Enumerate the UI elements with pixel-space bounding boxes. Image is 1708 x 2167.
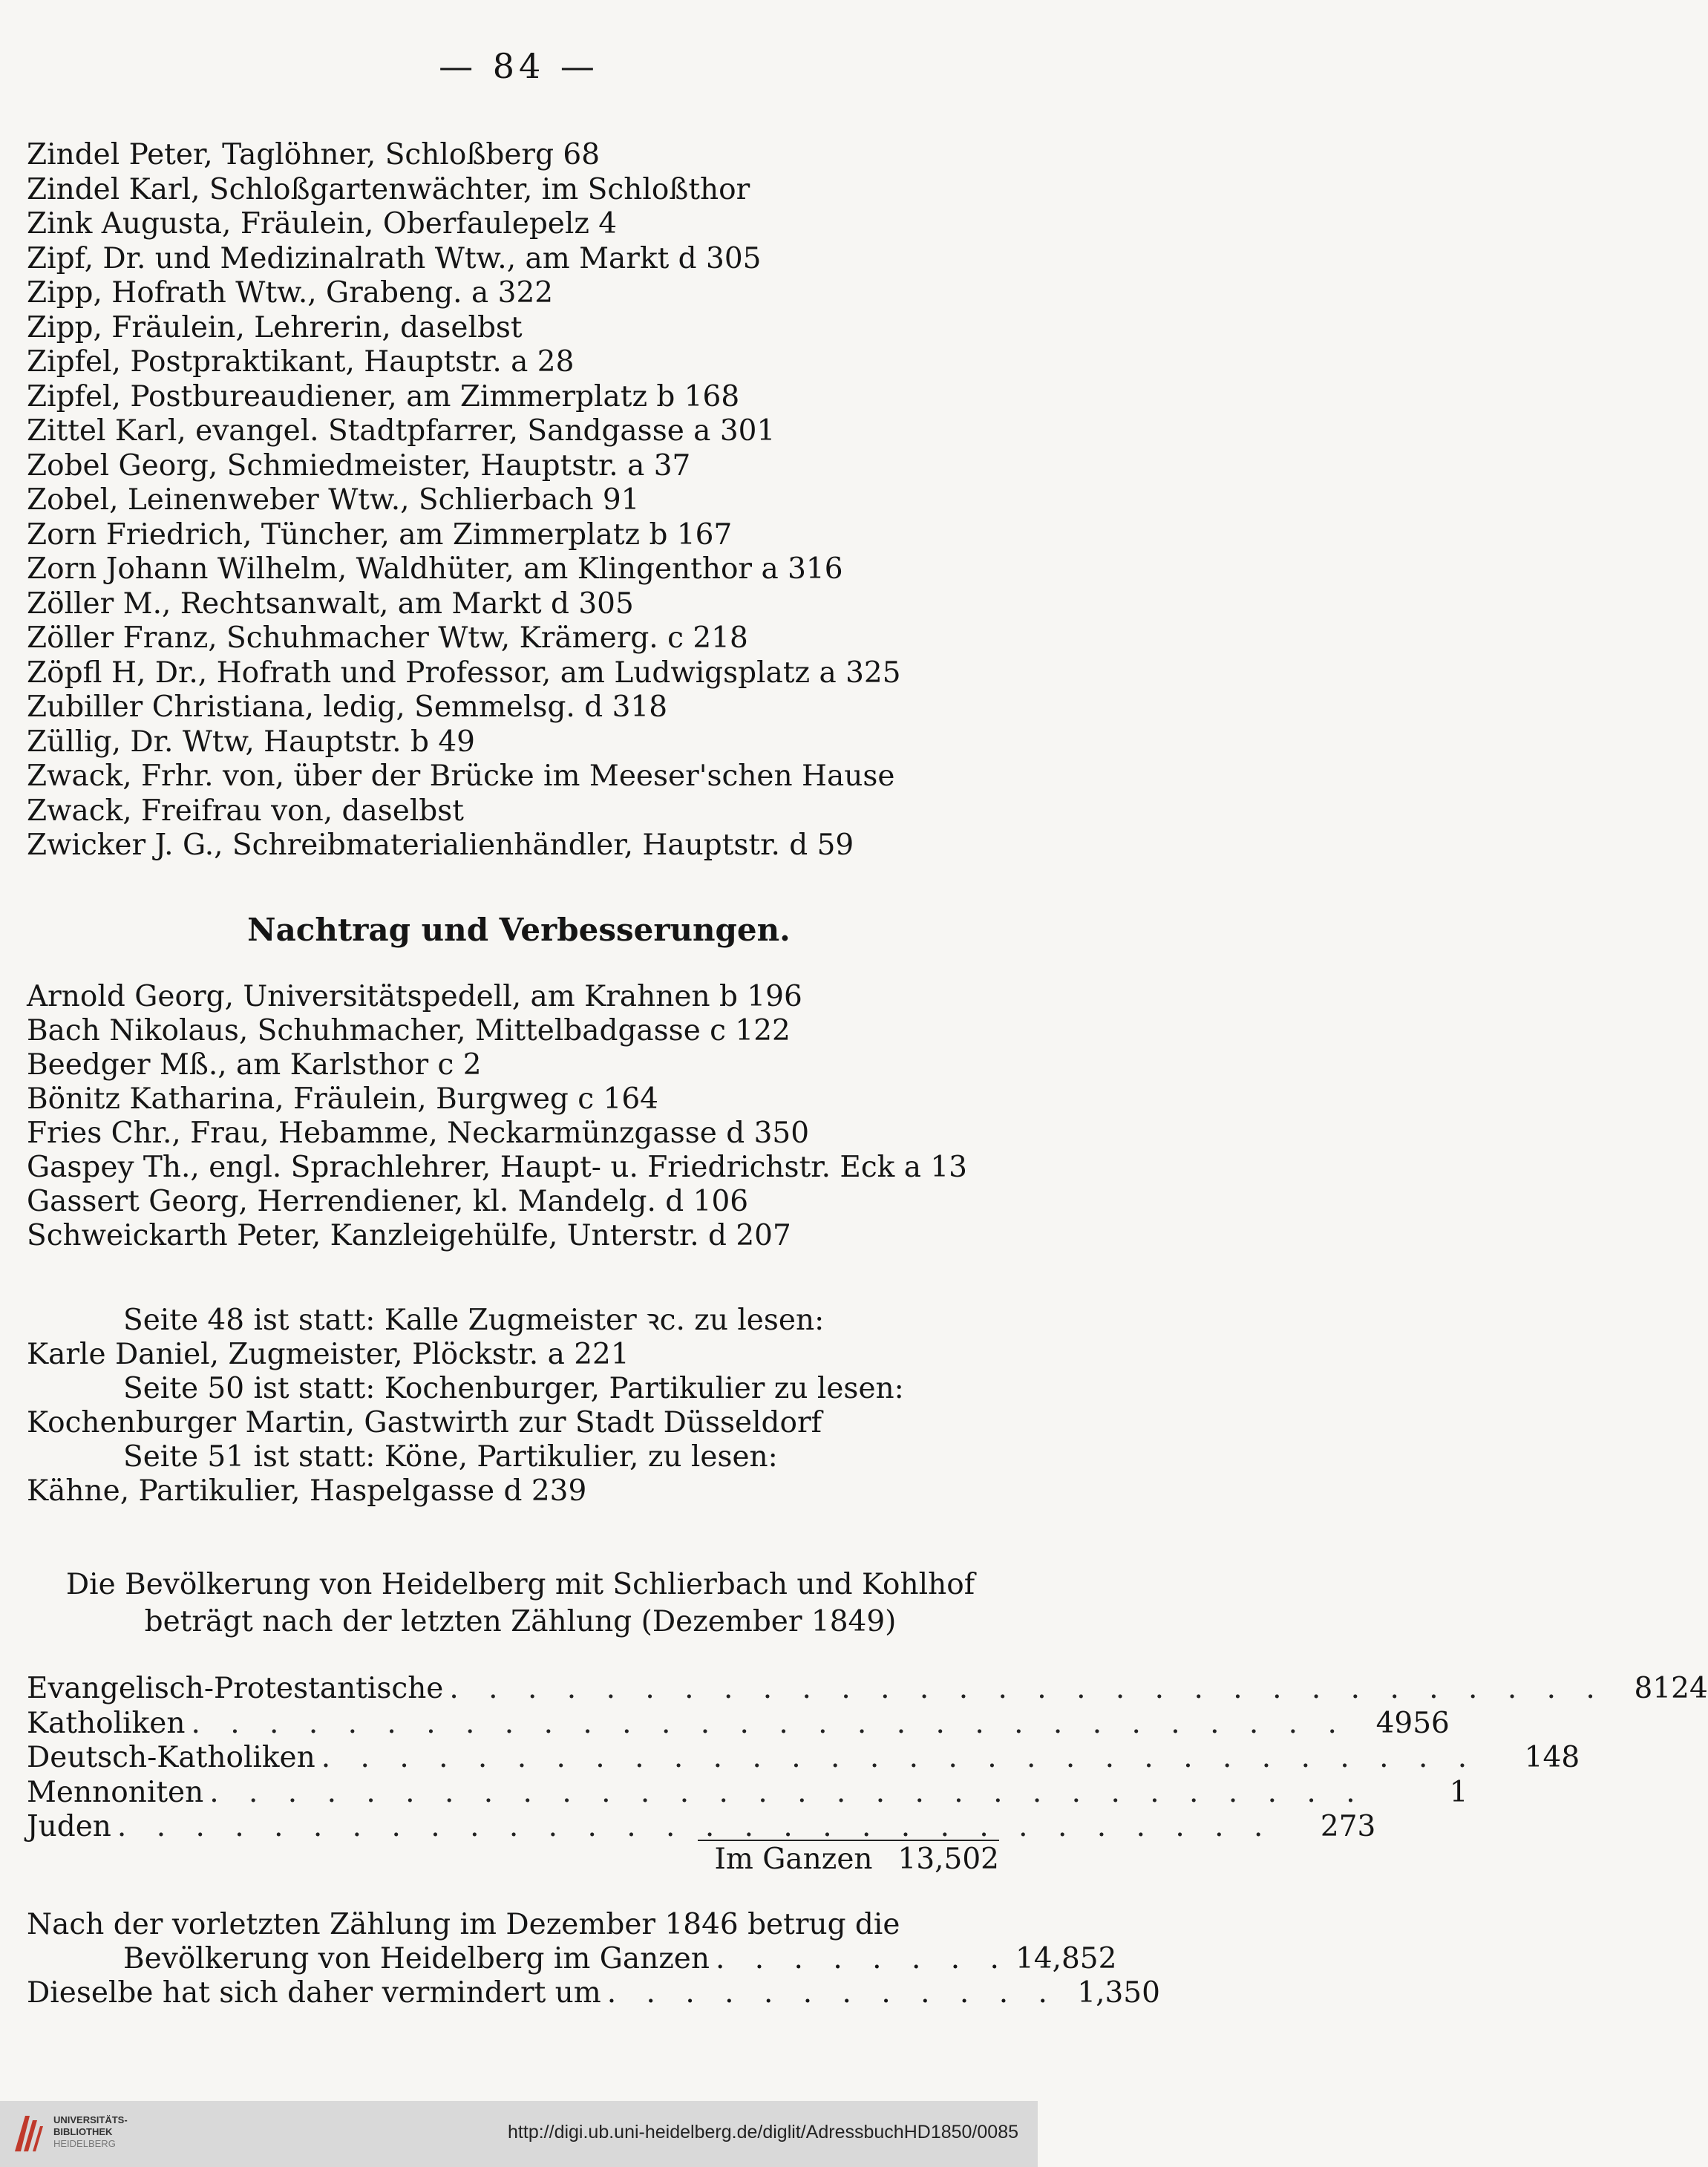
population-label: Deutsch-Katholiken (27, 1741, 315, 1774)
population-intro-line: beträgt nach der letzten Zählung (Dezember 1849) (144, 1605, 897, 1638)
directory-entry: Zipf, Dr. und Medizinalrath Wtw., am Markt d 305 (27, 241, 762, 275)
supplement-entry: Gaspey Th., engl. Sprachlehrer, Haupt- u. Friedrichstr. Eck a 13 (27, 1151, 967, 1184)
population-label: Evangelisch-Protestantische (27, 1672, 444, 1705)
supplement-list (27, 980, 1014, 1253)
population-row (27, 1775, 1468, 1811)
total-value: 13,502 (897, 1843, 999, 1876)
directory-entry: Zwack, Frhr. von, über der Brücke im Meeser'schen Hause (27, 759, 895, 793)
supplement-entry: Fries Chr., Frau, Hebamme, Neckarmünzgasse d 350 (27, 1117, 810, 1150)
supplement-entry: Schweickarth Peter, Kanzleigehülfe, Unterstr. d 207 (27, 1219, 791, 1252)
leader-dots: . . . . . . . . . . . . . . . . . . . . . . . . . . . . . . (117, 1810, 1274, 1843)
population-label: Mennoniten (27, 1775, 204, 1809)
population-intro-line: Die Bevölkerung von Heidelberg mit Schlierbach und Kohlhof (65, 1568, 975, 1601)
directory-entry: Zwack, Freifrau von, daselbst (27, 794, 464, 828)
previous-line: Nach der vorletzten Zählung im Dezember 1846 betrug die (27, 1908, 900, 1941)
correction-note: Seite 51 ist statt: Köne, Partikulier, zu lesen: (123, 1440, 778, 1474)
supplement-entry: Beedger Mß., am Karlsthor c 2 (27, 1048, 482, 1082)
leader-dots: . . . . . . . . . . . . (606, 1976, 1058, 2010)
decrease-label: Dieselbe hat sich daher vermindert um (27, 1976, 601, 2010)
leader-dots: . . . . . . . . (715, 1942, 1010, 1975)
previous-row (27, 1942, 1117, 1976)
directory-entry: Zipfel, Postpraktikant, Hauptstr. a 28 (27, 345, 575, 379)
population-total (690, 1841, 999, 1878)
population-value: 4956 (1375, 1706, 1450, 1740)
logo-line: UNIVERSITÄTS- (53, 2114, 128, 2125)
previous-label: Bevölkerung von Heidelberg im Ganzen (123, 1942, 710, 1975)
correction-entry: Kähne, Partikulier, Haspelgasse d 239 (27, 1474, 587, 1508)
leader-dots: . . . . . . . . . . . . . . . . . . . . . . . . . . . . . . (191, 1706, 1347, 1740)
population-value: 1 (1449, 1775, 1468, 1809)
logo-line: HEIDELBERG (53, 2138, 116, 2149)
population-row (27, 1741, 1580, 1776)
correction-note: Seite 50 ist statt: Kochenburger, Partikulier zu lesen: (123, 1372, 904, 1405)
previous-value: 14,852 (1015, 1942, 1117, 1975)
supplement-entry: Bach Nikolaus, Schuhmacher, Mittelbadgasse c 122 (27, 1014, 791, 1047)
directory-entry: Zorn Friedrich, Tüncher, am Zimmerplatz b 167 (27, 517, 733, 552)
directory-entry: Zorn Johann Wilhelm, Waldhüter, am Klingenthor a 316 (27, 552, 843, 586)
total-label: Im Ganzen (714, 1843, 873, 1876)
supplement-entry: Arnold Georg, Universitätspedell, am Krahnen b 196 (27, 980, 802, 1013)
directory-entry: Zwicker J. G., Schreibmaterialienhändler, Hauptstr. d 59 (27, 828, 854, 862)
directory-entry: Zöller M., Rechtsanwalt, am Markt d 305 (27, 586, 634, 621)
footer-bar (0, 2101, 1038, 2167)
supplement-entry: Gassert Georg, Herrendiener, kl. Mandelg. d 106 (27, 1185, 749, 1218)
library-logo-text (53, 2114, 128, 2150)
leader-dots: . . . . . . . . . . . . . . . . . . . . . . . . . . . . . . (209, 1775, 1366, 1809)
decrease-row (27, 1976, 1160, 2010)
population-row (27, 1706, 1450, 1742)
directory-entry: Zobel, Leinenweber Wtw., Schlierbach 91 (27, 483, 640, 517)
population-row (27, 1672, 1708, 1707)
directory-entry: Zittel Karl, evangel. Stadtpfarrer, Sandgasse a 301 (27, 414, 776, 448)
correction-entry: Kochenburger Martin, Gastwirth zur Stadt Düsseldorf (27, 1406, 822, 1439)
directory-entry: Zipp, Fräulein, Lehrerin, daselbst (27, 310, 523, 344)
population-table (27, 1672, 1708, 1845)
directory-entry: Züllig, Dr. Wtw, Hauptstr. b 49 (27, 725, 475, 759)
population-label: Katholiken (27, 1706, 186, 1740)
directory-entry: Zipfel, Postbureaudiener, am Zimmerplatz b 168 (27, 379, 740, 414)
directory-entry: Zindel Peter, Taglöhner, Schloßberg 68 (27, 138, 601, 171)
population-label: Juden (27, 1810, 111, 1843)
directory-entry: Zipp, Hofrath Wtw., Grabeng. a 322 (27, 276, 554, 310)
library-logo-icon[interactable] (10, 2110, 46, 2157)
correction-entry: Karle Daniel, Zugmeister, Plöckstr. a 221 (27, 1338, 629, 1371)
leader-dots: . . . . . . . . . . . . . . . . . . . . . . . . . . . . . . (321, 1741, 1478, 1774)
directory-entry: Zöpfl H, Dr., Hofrath und Professor, am Ludwigsplatz a 325 (27, 656, 901, 690)
source-url-link[interactable]: http://digi.ub.uni-heidelberg.de/diglit/AdressbuchHD1850/0085 (508, 2122, 1018, 2143)
supplement-entry: Bönitz Katharina, Fräulein, Burgweg c 164 (27, 1082, 658, 1116)
page-number: — 84 — (439, 46, 599, 86)
previous-count (27, 1908, 1160, 2010)
population-value: 148 (1524, 1741, 1580, 1774)
directory-entry: Zobel Georg, Schmiedmeister, Hauptstr. a 37 (27, 448, 691, 483)
decrease-value: 1,350 (1077, 1976, 1160, 2010)
directory-entry: Zöller Franz, Schuhmacher Wtw, Krämerg. c 218 (27, 621, 748, 655)
leader-dots: . . . . . . . . . . . . . . . . . . . . . . . . . . . . . . (449, 1672, 1606, 1705)
corrections-list (27, 1304, 1014, 1509)
population-value: 273 (1320, 1810, 1376, 1843)
directory-entry: Zink Augusta, Fräulein, Oberfaulepelz 4 (27, 207, 618, 241)
population-intro (27, 1566, 1014, 1641)
correction-note: Seite 48 ist statt: Kalle Zugmeister ꝛc. zu lesen: (123, 1304, 825, 1337)
directory-entry: Zubiller Christiana, ledig, Semmelsg. d 318 (27, 690, 668, 724)
directory-entry: Zindel Karl, Schloßgartenwächter, im Schloßthor (27, 172, 750, 206)
population-value: 8124 (1634, 1672, 1708, 1705)
logo-line: BIBLIOTHEK (53, 2126, 113, 2137)
directory-list (27, 138, 1007, 863)
supplement-heading: Nachtrag und Verbesserungen. (247, 912, 791, 948)
